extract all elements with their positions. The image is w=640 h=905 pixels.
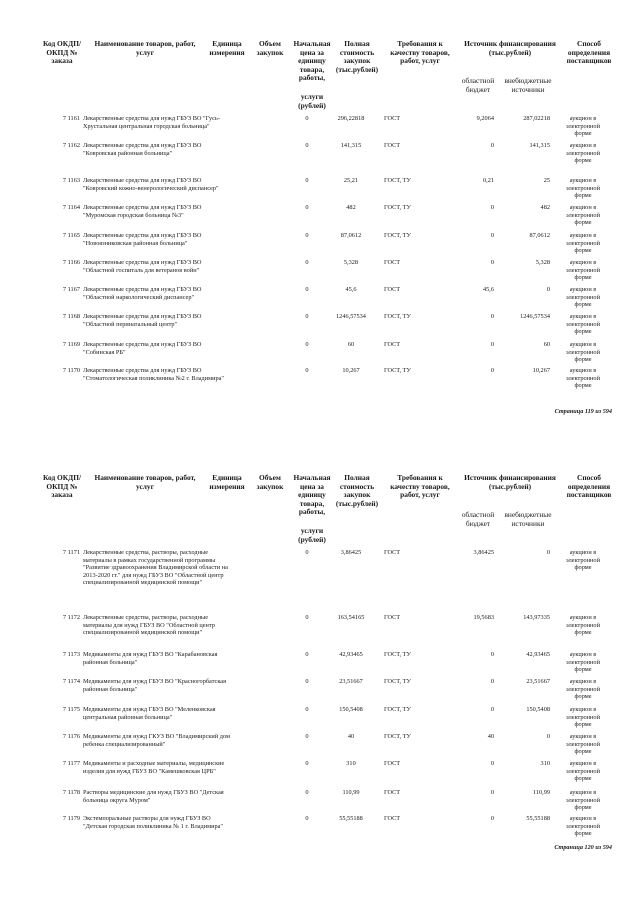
row-total: 45,6 — [345, 286, 357, 293]
row-price: 0 — [305, 286, 309, 293]
row-requirements: ГОСТ — [384, 259, 401, 266]
row-method: аукцион в электронной форме — [566, 678, 600, 701]
row-regional: 0 — [490, 815, 494, 822]
row-extrabudget: 60 — [543, 341, 550, 348]
row-code: 7 1167 — [62, 286, 80, 293]
row-regional: 45,6 — [482, 286, 494, 293]
row-regional: 0 — [490, 142, 494, 149]
row-code: 7 1178 — [62, 789, 80, 796]
row-price: 0 — [305, 733, 309, 740]
row-regional: 40 — [487, 733, 494, 740]
row-code: 7 1162 — [62, 142, 80, 149]
row-extrabudget: 23,51667 — [526, 678, 550, 685]
header-code: Код ОКДП/ ОКПД № заказа — [42, 39, 82, 66]
row-total: 60 — [347, 341, 355, 348]
row-requirements: ГОСТ — [384, 614, 401, 621]
row-total: 110,99 — [342, 789, 360, 796]
header-source: Источник финансирования (тыс.рублей) — [464, 473, 556, 491]
row-name: Медикаменты для нужд ГКУЗ ВО "Владимирский дом ребенка специализированный" — [83, 733, 230, 748]
row-method: аукцион в электронной форме — [566, 313, 600, 336]
row-price: 0 — [305, 232, 309, 239]
row-total: 1246,57534 — [336, 313, 366, 320]
row-total: 25,21 — [343, 177, 359, 184]
header-quality: Требования к качеству товаров, работ, услуг — [390, 473, 450, 500]
document-page-119 — [0, 0, 640, 420]
row-method: аукцион в электронной форме — [566, 367, 600, 390]
row-extrabudget: 55,55188 — [526, 815, 550, 822]
header-initial-price-unit: услуги (рублей) — [298, 526, 326, 544]
row-code: 7 1168 — [62, 313, 80, 320]
row-requirements: ГОСТ, ТУ — [384, 177, 411, 184]
row-method: аукцион в электронной форме — [566, 142, 600, 165]
row-regional: 0 — [490, 678, 494, 685]
header-source-regional: областной бюджет — [461, 76, 495, 94]
row-requirements: ГОСТ — [384, 286, 401, 293]
header-source-regional: областной бюджет — [461, 510, 495, 528]
row-method: аукцион в электронной форме — [566, 549, 600, 572]
row-regional: 0 — [490, 367, 494, 374]
row-total: 23,51667 — [339, 678, 363, 685]
row-total: 10,267 — [342, 367, 360, 374]
row-price: 0 — [305, 204, 309, 211]
row-name: Медикаменты для нужд ГБУЗ ВО "Меленковская центральная районная больница" — [83, 706, 216, 721]
row-regional: 0 — [490, 232, 494, 239]
row-regional: 19,5683 — [473, 614, 494, 621]
row-total: 163,54165 — [337, 614, 365, 621]
page-footer: Страница 119 из 594 — [554, 408, 612, 415]
row-price: 0 — [305, 614, 309, 621]
row-price: 0 — [305, 549, 309, 556]
header-name: Наименование товаров, работ, услуг — [94, 39, 196, 57]
row-method: аукцион в электронной форме — [566, 177, 600, 200]
document-page-120 — [0, 450, 640, 905]
row-name: Медикаменты для нужд ГБУЗ ВО "Карабановская районная больница" — [83, 651, 218, 666]
row-regional: 0 — [490, 341, 494, 348]
row-code: 7 1175 — [62, 706, 80, 713]
row-name: Медикаменты для нужд ГБУЗ ВО "Красногорбатская районная больница" — [83, 678, 226, 693]
row-price: 0 — [305, 313, 309, 320]
row-code: 7 1179 — [62, 815, 80, 822]
row-extrabudget: 10,267 — [532, 367, 550, 374]
row-method: аукцион в электронной форме — [566, 789, 600, 812]
row-name: Лекарственные средства для нужд ГБУЗ ВО "Новоязниковская районная больница" — [83, 232, 202, 247]
row-method: аукцион в электронной форме — [566, 341, 600, 364]
row-extrabudget: 141,315 — [529, 142, 550, 149]
row-regional: 0 — [490, 204, 494, 211]
row-code: 7 1177 — [62, 760, 80, 767]
header-initial-price-unit: услуги (рублей) — [298, 92, 326, 110]
row-extrabudget: 0 — [546, 549, 550, 556]
row-requirements: ГОСТ, ТУ — [384, 733, 411, 740]
row-requirements: ГОСТ, ТУ — [384, 232, 411, 239]
row-requirements: ГОСТ, ТУ — [384, 204, 411, 211]
row-total: 296,22818 — [337, 115, 365, 122]
row-total: 5,328 — [343, 259, 359, 266]
row-requirements: ГОСТ — [384, 341, 401, 348]
row-price: 0 — [305, 678, 309, 685]
row-method: аукцион в электронной форме — [566, 115, 600, 138]
row-total: 150,5408 — [339, 706, 363, 713]
row-requirements: ГОСТ, ТУ — [384, 706, 411, 713]
header-unit: Единица измерения — [209, 39, 245, 57]
row-code: 7 1169 — [62, 341, 80, 348]
header-total-cost: Полная стоимость закупок (тыс.рублей) — [335, 39, 379, 74]
row-code: 7 1163 — [62, 177, 80, 184]
row-total: 87,0612 — [340, 232, 362, 239]
row-price: 0 — [305, 341, 309, 348]
row-price: 0 — [305, 789, 309, 796]
header-initial-price: Начальная цена за единицу товара, работы, — [293, 473, 331, 517]
row-total: 482 — [346, 204, 356, 211]
row-extrabudget: 110,99 — [532, 789, 550, 796]
row-name: Медикаменты и расходные материалы, медицинские изделия для нужд ГБУЗ ВО "Камешковская ЦРБ" — [83, 760, 225, 775]
row-method: аукцион в электронной форме — [566, 614, 600, 637]
row-requirements: ГОСТ, ТУ — [384, 651, 411, 658]
row-method: аукцион в электронной форме — [566, 706, 600, 729]
row-code: 7 1165 — [62, 232, 80, 239]
row-requirements: ГОСТ — [384, 789, 401, 796]
header-volume: Объем закупок — [256, 473, 284, 491]
row-name: Лекарственные средства, растворы, расходные материалы в рамках государственной программы "Развитие здравоохранения Владимирской области на 2013-2020 гг." для нужд ГБУЗ ВО "Областной центр специализированной медицинской помощи" — [83, 549, 228, 587]
row-price: 0 — [305, 115, 309, 122]
row-regional: 0 — [490, 259, 494, 266]
row-extrabudget: 87,0612 — [529, 232, 550, 239]
row-name: Лекарственные средства для нужд ГБУЗ ВО "Ковровская районная больница" — [83, 142, 202, 157]
row-price: 0 — [305, 142, 309, 149]
row-method: аукцион в электронной форме — [566, 733, 600, 756]
row-price: 0 — [305, 651, 309, 658]
header-source-extrabudget: внебюджетные источники — [504, 510, 552, 528]
row-requirements: ГОСТ — [384, 115, 401, 122]
row-extrabudget: 0 — [546, 733, 550, 740]
row-code: 7 1173 — [62, 651, 80, 658]
row-name: Лекарственные средства для нужд ГБУЗ ВО "Муромская городская больница №3" — [83, 204, 202, 219]
row-total: 55,55188 — [339, 815, 363, 822]
row-requirements: ГОСТ — [384, 549, 401, 556]
row-name: Лекарственные средства для нужд ГБУЗ ВО "Стоматологическая поликлиника №2 г. Владимира" — [83, 367, 224, 382]
row-name: Лекарственные средства для нужд ГБУЗ ВО "Областной перинатальный центр" — [83, 313, 202, 328]
row-requirements: ГОСТ, ТУ — [384, 313, 411, 320]
row-extrabudget: 287,02218 — [523, 115, 550, 122]
header-unit: Единица измерения — [209, 473, 245, 491]
row-extrabudget: 25 — [543, 177, 550, 184]
header-quality: Требования к качеству товаров, работ, услуг — [390, 39, 450, 66]
header-initial-price: Начальная цена за единицу товара, работы, — [293, 39, 331, 83]
row-name: Растворы медицинские для нужд ГБУЗ ВО "Детская больница округа Муром" — [83, 789, 224, 804]
row-method: аукцион в электронной форме — [566, 286, 600, 309]
row-price: 0 — [305, 760, 309, 767]
row-method: аукцион в электронной форме — [566, 760, 600, 783]
row-name: Экстемпоральные растворы для нужд ГБУЗ ВО "Детская городская поликлиника № 1 г. Владимира" — [83, 815, 224, 830]
row-regional: 3,86425 — [473, 549, 494, 556]
header-source: Источник финансирования (тыс.рублей) — [464, 39, 556, 57]
row-regional: 0 — [490, 706, 494, 713]
row-requirements: ГОСТ — [384, 815, 401, 822]
header-source-extrabudget: внебюджетные источники — [504, 76, 552, 94]
row-method: аукцион в электронной форме — [566, 815, 600, 838]
row-name: Лекарственные средства для нужд ГБУЗ ВО "Гусь-Хрустальная центральная городская больница" — [83, 115, 220, 130]
row-code: 7 1166 — [62, 259, 80, 266]
row-regional: 0,21 — [482, 177, 494, 184]
row-name: Лекарственные средства, растворы, расходные материалы для нужд ГБУЗ ВО "Областной центр специализированной медицинской помощи" — [83, 614, 215, 637]
row-extrabudget: 1246,57534 — [520, 313, 550, 320]
header-volume: Объем закупок — [256, 39, 284, 57]
row-requirements: ГОСТ — [384, 142, 401, 149]
row-extrabudget: 0 — [546, 286, 550, 293]
row-price: 0 — [305, 706, 309, 713]
row-regional: 9,2064 — [476, 115, 494, 122]
row-price: 0 — [305, 367, 309, 374]
row-extrabudget: 143,97335 — [523, 614, 550, 621]
row-code: 7 1176 — [62, 733, 80, 740]
row-total: 40 — [347, 733, 355, 740]
row-total: 3,86425 — [340, 549, 362, 556]
row-total: 310 — [346, 760, 356, 767]
row-regional: 0 — [490, 651, 494, 658]
row-price: 0 — [305, 259, 309, 266]
row-code: 7 1171 — [62, 549, 80, 556]
row-name: Лекарственные средства для нужд ГБУЗ ВО "Областной госпиталь для ветеранов войн" — [83, 259, 202, 274]
row-code: 7 1161 — [62, 115, 80, 122]
row-code: 7 1170 — [62, 367, 80, 374]
page-footer: Страница 120 из 594 — [554, 844, 612, 851]
header-method: Способ определения поставщиков — [566, 39, 612, 66]
row-requirements: ГОСТ — [384, 760, 401, 767]
row-code: 7 1172 — [62, 614, 80, 621]
row-extrabudget: 150,5408 — [526, 706, 550, 713]
row-extrabudget: 310 — [540, 760, 550, 767]
row-name: Лекарственные средства для нужд ГБУЗ ВО "Ковровский кожно-венерологический диспансер" — [83, 177, 219, 192]
header-name: Наименование товаров, работ, услуг — [94, 473, 196, 491]
row-extrabudget: 5,328 — [535, 259, 550, 266]
row-regional: 0 — [490, 760, 494, 767]
row-method: аукцион в электронной форме — [566, 651, 600, 674]
row-price: 0 — [305, 177, 309, 184]
row-requirements: ГОСТ, ТУ — [384, 678, 411, 685]
header-code: Код ОКДП/ ОКПД № заказа — [42, 473, 82, 500]
row-method: аукцион в электронной форме — [566, 204, 600, 227]
row-extrabudget: 42,93465 — [526, 651, 550, 658]
row-code: 7 1174 — [62, 678, 80, 685]
row-requirements: ГОСТ, ТУ — [384, 367, 411, 374]
header-total-cost: Полная стоимость закупок (тыс.рублей) — [335, 473, 379, 508]
row-name: Лекарственные средства для нужд ГБУЗ ВО "Собинская РБ" — [83, 341, 202, 356]
row-code: 7 1164 — [62, 204, 80, 211]
row-price: 0 — [305, 815, 309, 822]
row-method: аукцион в электронной форме — [566, 259, 600, 282]
row-regional: 0 — [490, 789, 494, 796]
row-extrabudget: 482 — [540, 204, 550, 211]
row-method: аукцион в электронной форме — [566, 232, 600, 255]
row-total: 42,93465 — [339, 651, 363, 658]
row-regional: 0 — [490, 313, 494, 320]
header-method: Способ определения поставщиков — [566, 473, 612, 500]
row-name: Лекарственные средства для нужд ГБУЗ ВО "Областной наркологический диспансер" — [83, 286, 202, 301]
row-total: 141,315 — [340, 142, 362, 149]
